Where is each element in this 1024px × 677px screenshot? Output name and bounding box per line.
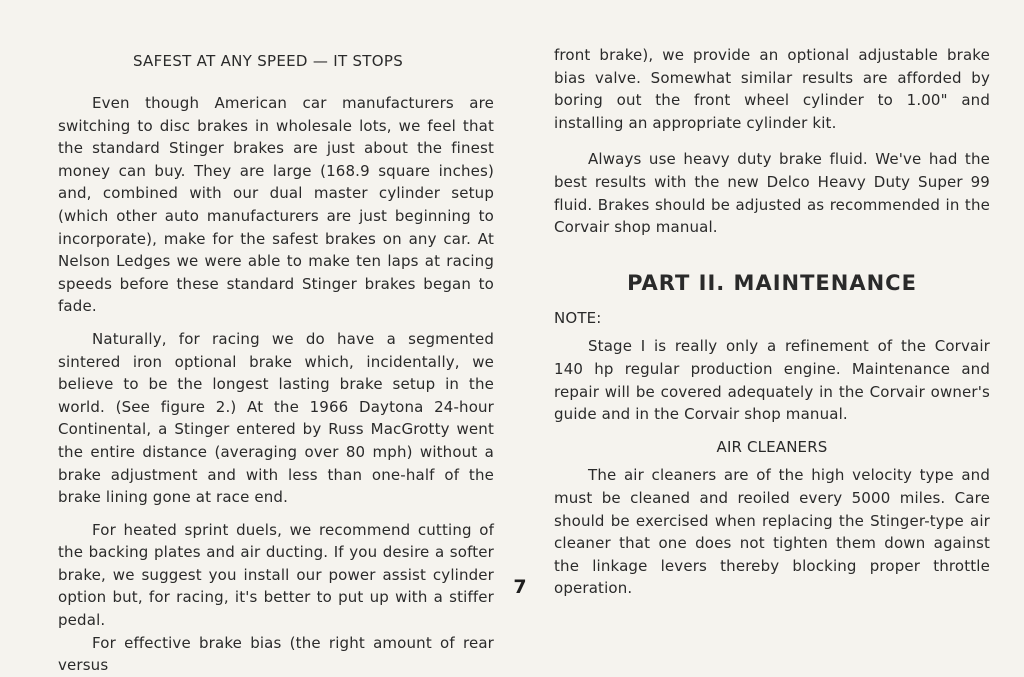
- part-title-maintenance: PART II. MAINTENANCE: [627, 270, 917, 295]
- paragraph-brake-fluid: Always use heavy duty brake fluid. We've had the best results with the new Delco Heavy Duty Super 99 fluid. Brakes should be adjusted as recommended in the Corvair shop manual.: [554, 150, 990, 237]
- paragraph-air-cleaners: The air cleaners are of the high velocity type and must be cleaned and reoiled every 5000 miles. Care should be exercised when replacing the Stinger-type air cleaner that one does not tighten them down against the linkage levers thereby blocking proper throttle operation.: [554, 466, 990, 598]
- paragraph-stage-one-note: Stage I is really only a refinement of the Corvair 140 hp regular production engine. Maintenance and repair will be covered adequately in the Corvair owner's guide and in the Corvair shop manual.: [554, 337, 990, 424]
- left-column: [58, 50, 494, 677]
- paragraph-brake-bias-start: For effective brake bias (the right amount of rear versus: [58, 633, 494, 675]
- page-number: 7: [513, 576, 527, 598]
- right-column: [554, 44, 990, 600]
- paragraph-sintered-brake: Naturally, for racing we do have a segmented sintered iron optional brake which, incidentally, we believe to be the longest lasting brake setup in the world. (See figure 2.) At the 1966 Daytona 24-hour Continental, a Stinger entered by Russ MacGrotty went the entire distance (averaging over 80 mph) without a brake adjustment and with less than one-half of the brake lining gone at race end.: [58, 329, 494, 507]
- note-label: NOTE:: [554, 308, 602, 327]
- section-heading-brakes: SAFEST AT ANY SPEED — IT STOPS: [132, 52, 404, 70]
- sub-heading-air-cleaners: AIR CLEANERS: [716, 437, 828, 456]
- paragraph-disc-brakes: Even though American car manufacturers are switching to disc brakes in wholesale lots, we feel that the standard Stinger brakes are just about the finest money can buy. They are large (168.9 square inches) and, combined with our dual master cylinder setup (which other auto manufacturers are just beginning to incorporate), make for the safest brakes on any car. At Nelson Ledges we were able to make ten laps at racing speeds before these standard Stinger brakes began to fade.: [58, 94, 494, 316]
- paragraph-brake-bias-continuation: front brake), we provide an optional adjustable brake bias valve. Somewhat similar results are afforded by boring out the front wheel cylinder to 1.00" and installing an appropriate cylinder kit.: [554, 46, 990, 132]
- paragraph-sprint-duels: For heated sprint duels, we recommend cutting of the backing plates and air ducting. If you desire a softer brake, we suggest you install our power assist cylinder option but, for racing, it's better to put up with a stiffer pedal.: [58, 520, 494, 630]
